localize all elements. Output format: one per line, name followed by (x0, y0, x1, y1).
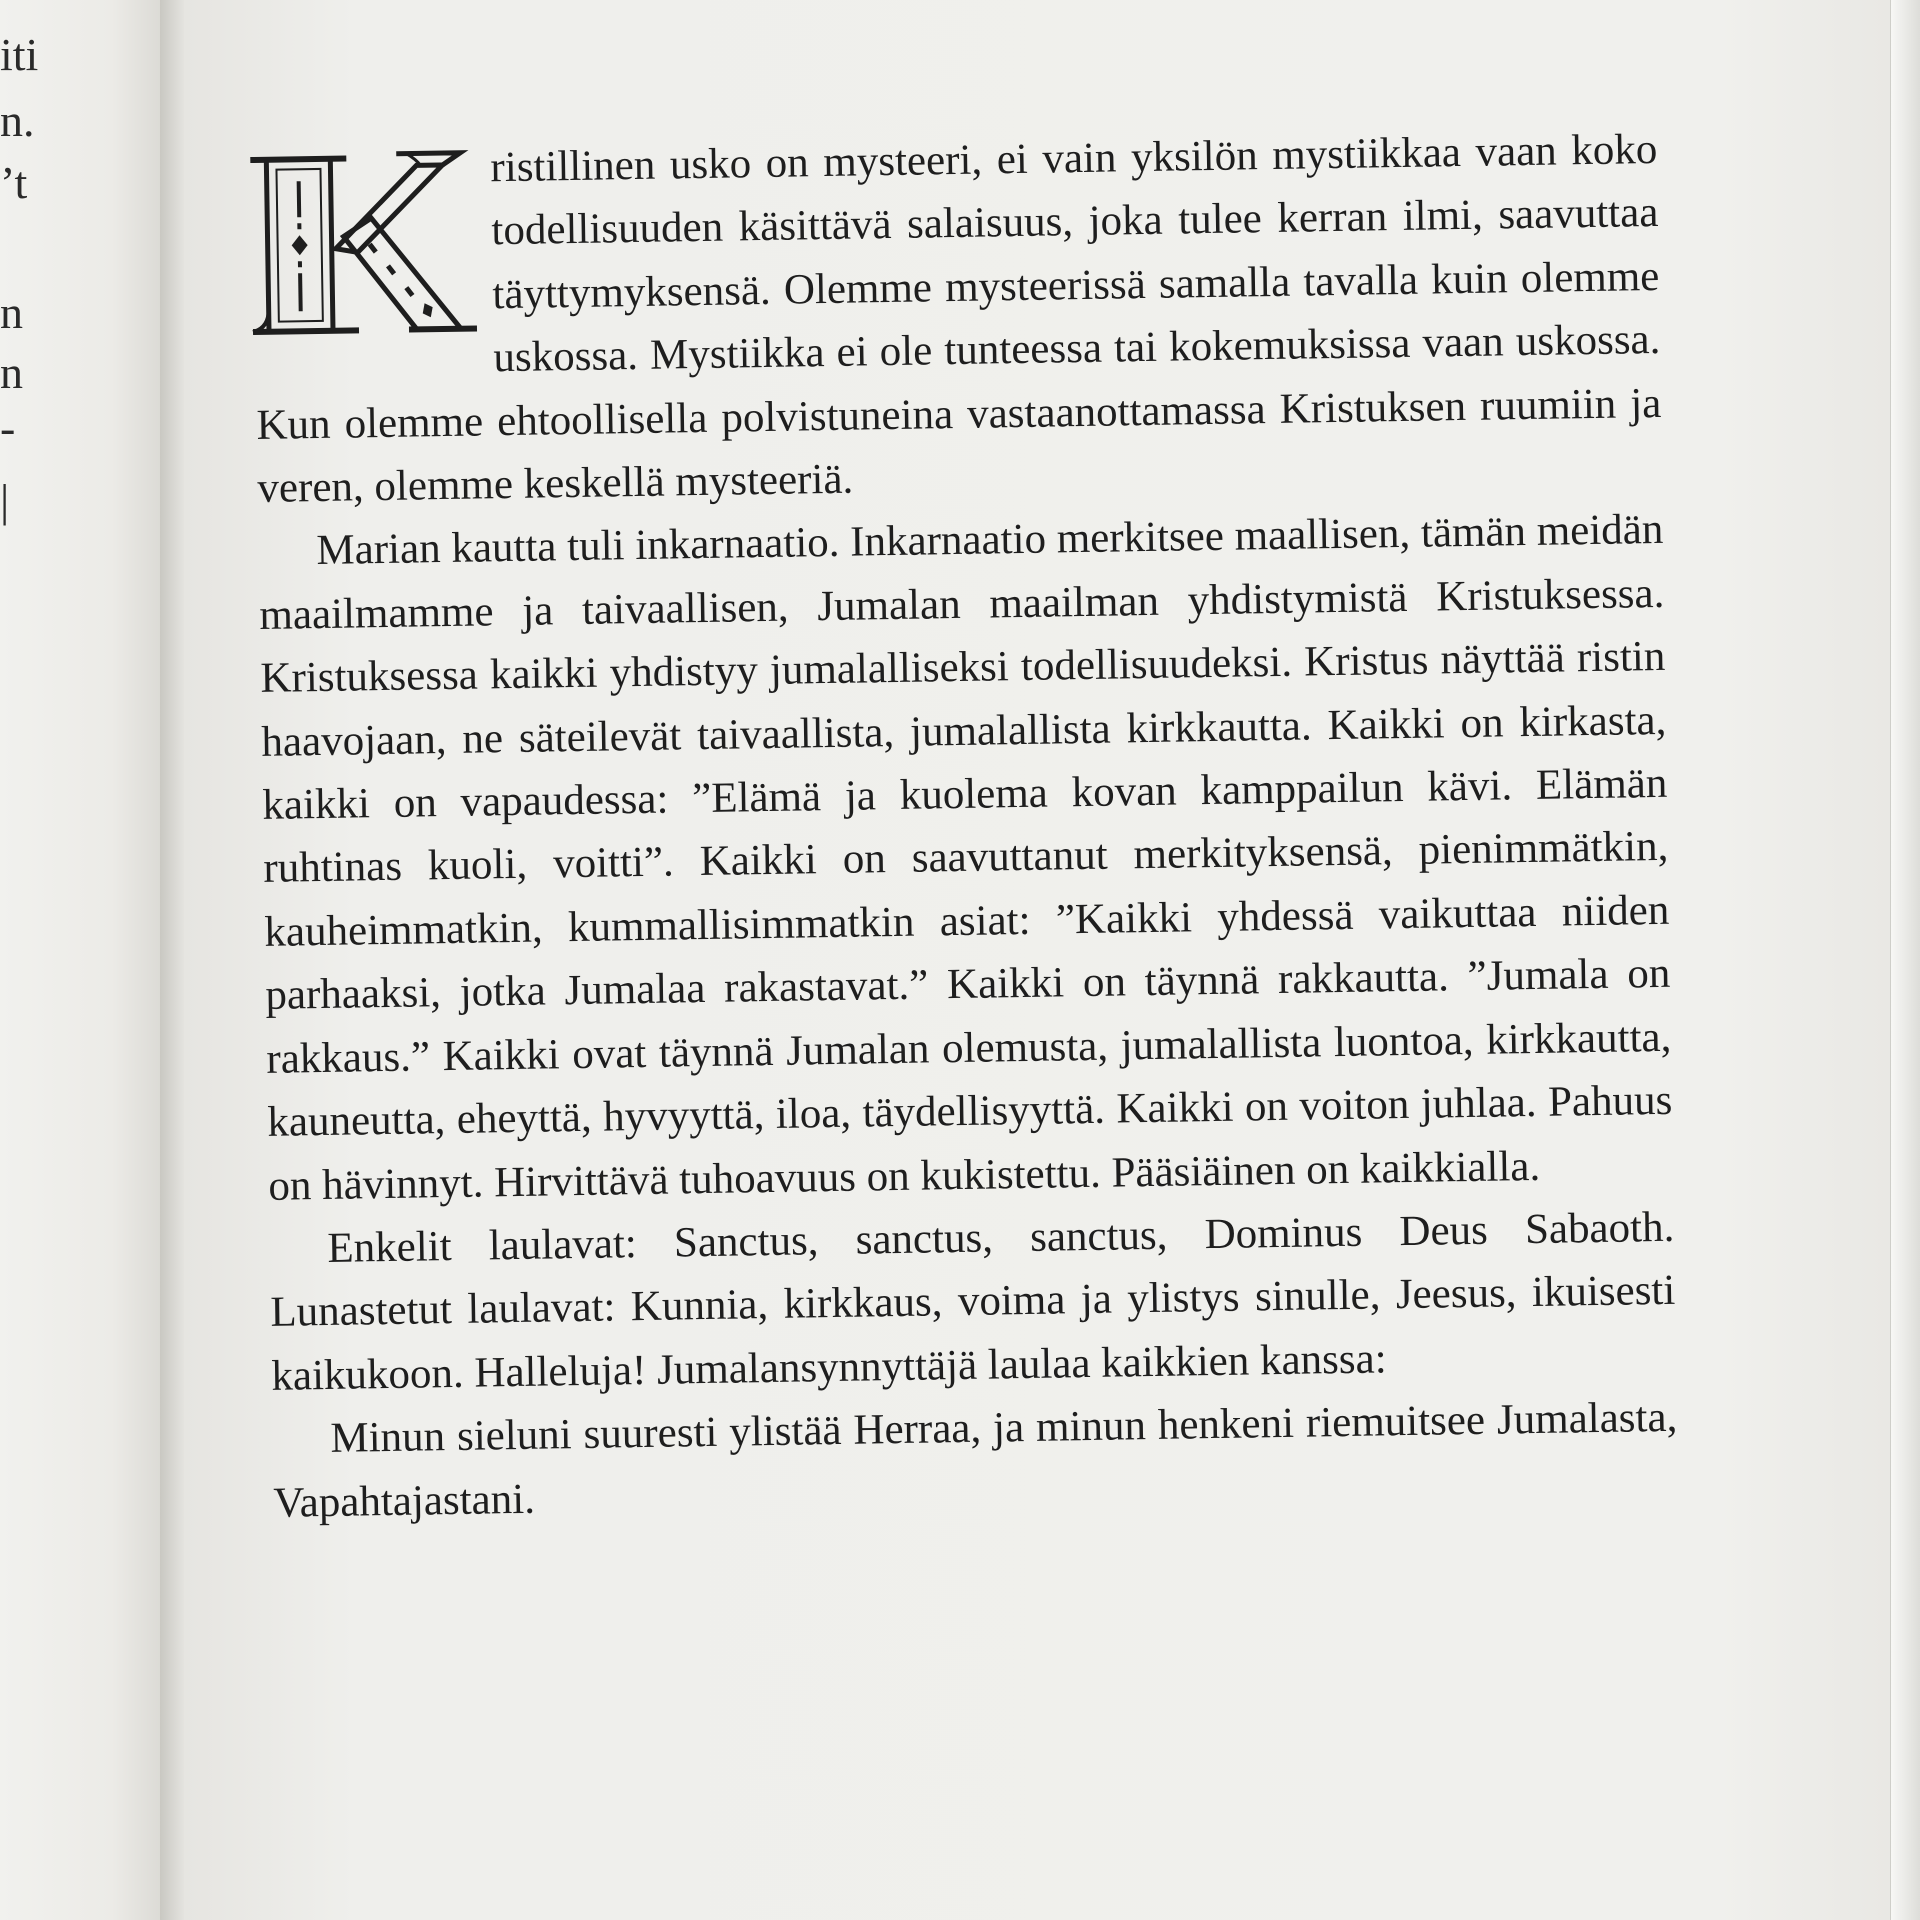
previous-page-edge (0, 0, 162, 1920)
paragraph: Minun sieluni suuresti ylistää Herraa, ja minun henkeni riemuitsee Jumalasta, Vapahtajastani. (273, 1393, 1678, 1527)
paragraph: Enkelit laulavat: Sanctus, sanctus, sanctus, Dominus Deus Sabaoth. Lunastetut laulavat: Kunnia, kirkkaus, voima ja ylistys sinulle, Jeesus, ikuisesti kaikukoon. Halleluja! Jumalansynnyttäjä laulaa kaikkien kanssa: (270, 1203, 1676, 1400)
book-gutter (160, 0, 184, 1920)
page-edge (1890, 0, 1920, 1920)
body-text (252, 118, 1679, 1535)
previous-page-text-fragment: - (0, 402, 16, 453)
previous-page-text-fragment: n (0, 287, 23, 338)
previous-page-text-fragment: n (0, 347, 23, 398)
previous-page-text-fragment: iti (0, 29, 39, 80)
previous-page-text-fragment: n. (0, 95, 35, 146)
drop-cap-k-ornament (246, 146, 479, 346)
previous-page-text-fragment: ’t (0, 157, 28, 208)
paragraph: Marian kautta tuli inkarnaatio. Inkarnaatio merkitsee maallisen, tämän meidän maailmamme ja taivaallisen, Jumalan maailman yhdistymistä Kristuksessa. Kristuksessa kaikki yhdistyy jumalalliseksi todellisuudeksi. Kristus näyttää ristin haavojaan, ne säteilevät taivaallista, jumalallista kirkkautta. Kaikki on kirkasta, kaikki on vapaudessa: ”Elämä ja kuolema kovan kamppailun kävi. Elämän ruhtinas kuoli, voitti”. Kaikki on saavuttanut merkityksensä, pienimmätkin, kauheimmatkin, kummallisimmatkin asiat: ”Kaikki yhdessä vaikuttaa niiden parhaaksi, jotka Jumalaa rakastavat.” Kaikki on täynnä rakkautta. ”Jumala on rakkaus.” Kaikki ovat täynnä Jumalan olemusta, jumalallista luontoa, kirkkautta, kauneutta, eheyttä, hyvyyttä, iloa, täydellisyyttä. Kaikki on voiton juhlaa. Pahuus on hävinnyt. Hirvittävä tuhoavuus on kukistettu. Pääsiäinen on kaikkialla. (259, 506, 1673, 1210)
paragraph-text: ristillinen usko on mysteeri, ei vain yksilön mystiikkaa vaan koko todellisuuden käsittävä salaisuus, joka tulee kerran ilmi, saavuttaa täyttymyksensä. Olemme mysteerissä samalla tavalla kuin olemme uskossa. Mystiikka ei ole tunteessa tai kokemuksissa vaan uskossa. Kun olemme ehtoollisella polvistuneina vastaanottamassa Kristuksen ruumiin ja veren, olemme keskellä mysteeriä. (256, 125, 1662, 512)
previous-page-text-fragment: | (0, 475, 10, 526)
